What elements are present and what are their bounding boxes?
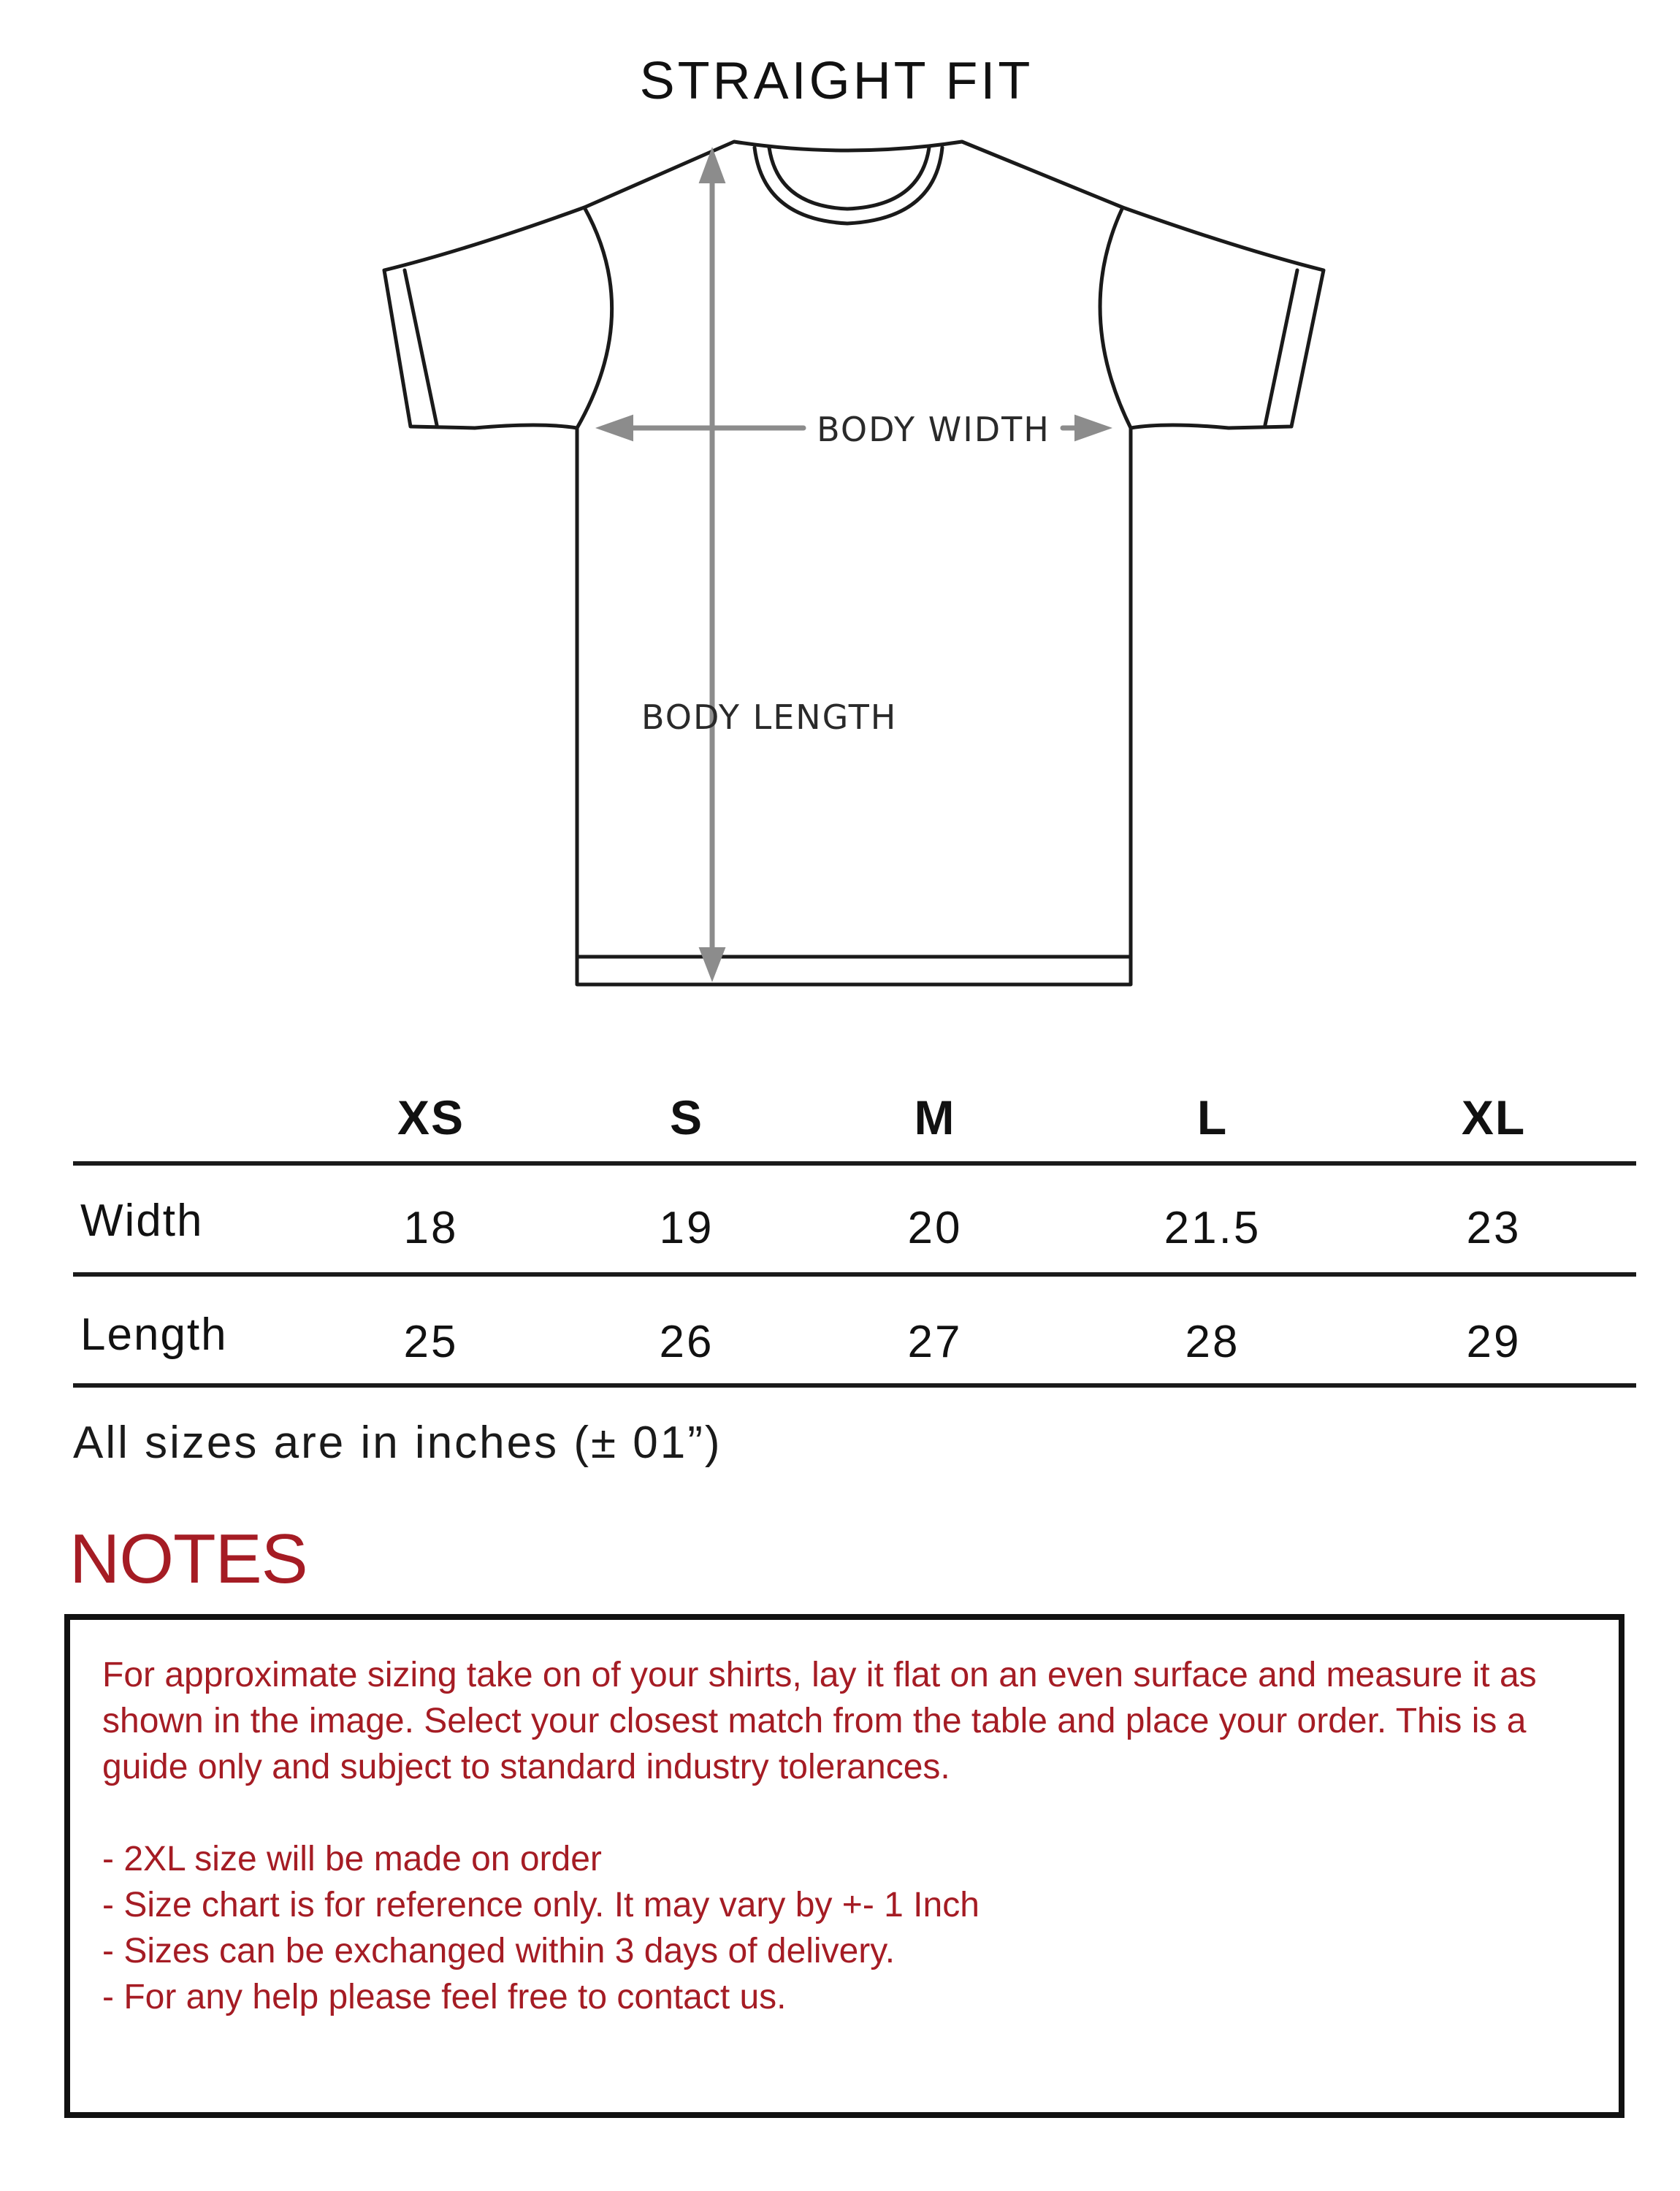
table-divider [73, 1272, 1636, 1277]
tshirt-left-armhole [577, 207, 612, 428]
size-header-s: S [669, 1090, 704, 1144]
width-s: 19 [659, 1202, 714, 1253]
tshirt-diagram [365, 131, 1344, 993]
unit-note: All sizes are in inches (± 01”) [73, 1418, 722, 1468]
notes-box [64, 1614, 1624, 2118]
width-xl: 23 [1466, 1202, 1521, 1253]
notes-bullet: - For any help please feel free to contact us. [102, 1978, 787, 2016]
table-row-width [73, 1166, 1636, 1275]
size-header-xl: XL [1461, 1090, 1527, 1144]
notes-bullet: - 2XL size will be made on order [102, 1840, 602, 1878]
length-xs: 25 [403, 1316, 459, 1367]
length-s: 26 [659, 1316, 714, 1367]
size-header-xs: XS [397, 1090, 465, 1144]
tshirt-body-outline [384, 142, 1324, 984]
body-width-label: BODY WIDTH [817, 410, 1050, 449]
size-header-m: M [914, 1090, 956, 1144]
notes-heading: NOTES [69, 1520, 308, 1598]
notes-bullet: - Sizes can be exchanged within 3 days of delivery. [102, 1932, 896, 1970]
table-divider [73, 1383, 1636, 1388]
row-label-length: Length [80, 1309, 228, 1360]
width-l: 21.5 [1164, 1202, 1261, 1253]
body-length-arrow-bottom [700, 948, 725, 980]
table-row-length [73, 1280, 1636, 1389]
length-l: 28 [1185, 1316, 1240, 1367]
tshirt-left-cuff [405, 270, 437, 425]
notes-paragraph-line: For approximate sizing take on of your shirts, lay it flat on an even surface and measure it as [102, 1656, 1537, 1694]
notes-paragraph-line: shown in the image. Select your closest match from the table and place your order. This is a [102, 1702, 1527, 1740]
body-length-label: BODY LENGTH [641, 697, 898, 737]
notes-paragraph-line: guide only and subject to standard industry tolerances. [102, 1748, 950, 1786]
fit-title: STRAIGHT FIT [639, 52, 1034, 110]
size-header-row [73, 1074, 1636, 1161]
length-m: 27 [907, 1316, 963, 1367]
notes-bullet: - Size chart is for reference only. It may vary by +- 1 Inch [102, 1886, 980, 1924]
notes-spacer [102, 1790, 1589, 1836]
tshirt-right-cuff [1265, 270, 1297, 425]
row-label-width: Width [80, 1195, 204, 1246]
tshirt-outline-svg [365, 131, 1344, 993]
width-xs: 18 [403, 1202, 459, 1253]
width-m: 20 [907, 1202, 963, 1253]
size-header-l: L [1196, 1090, 1229, 1144]
length-xl: 29 [1466, 1316, 1521, 1367]
tshirt-right-armhole [1100, 207, 1131, 428]
size-table [73, 1074, 1636, 1389]
